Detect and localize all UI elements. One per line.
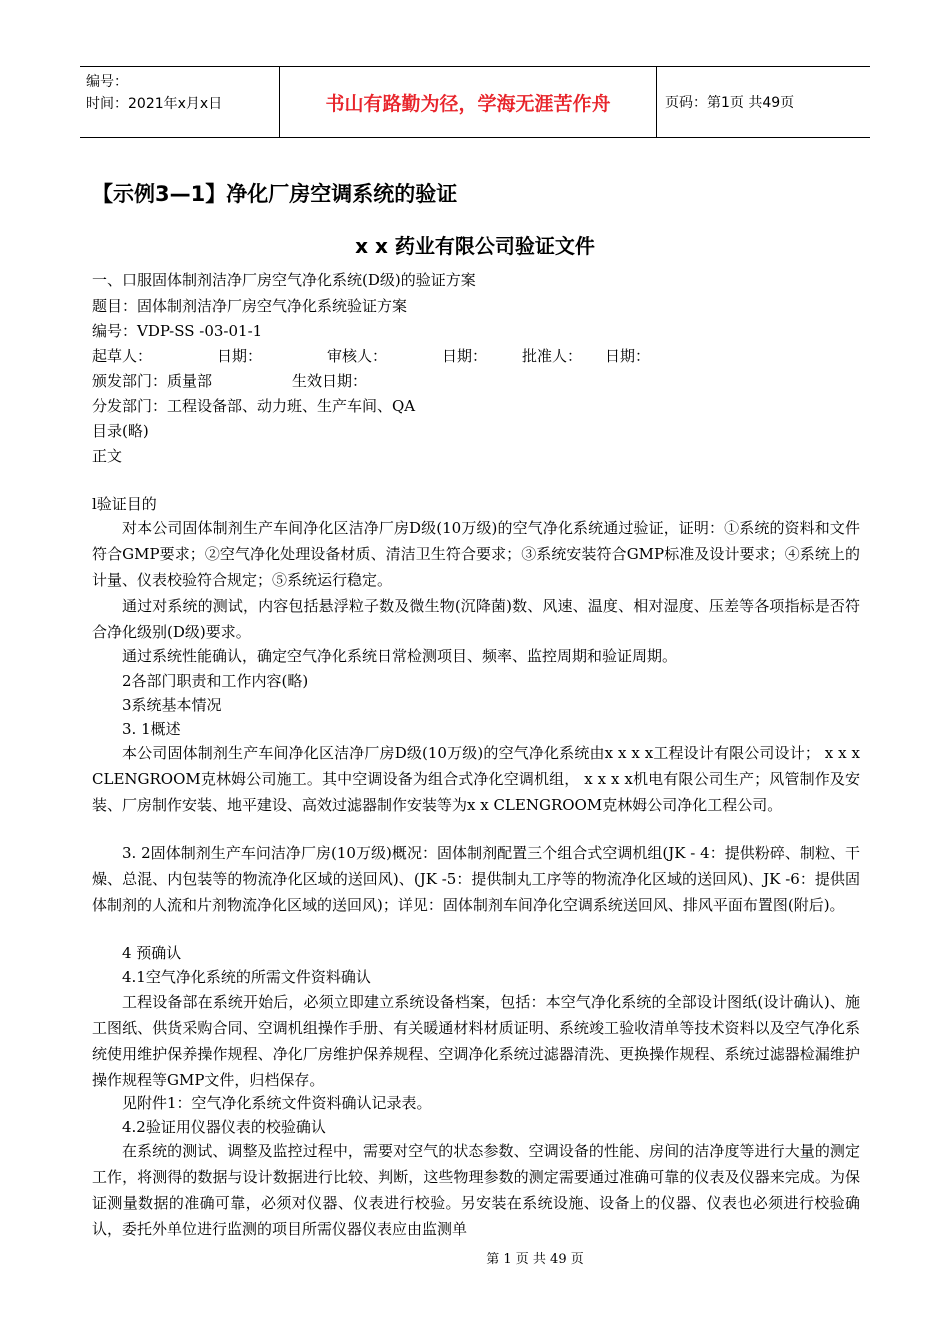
paragraph-overview: 本公司固体制剂生产车间净化区洁净厂房D级(10万级)的空气净化系统由x x x x工程设计有限公司设计； x x x CLENGROOM克林姆公司施工。其中空调设备为组合式净化空调机组， x x x x机电有限公司生产；风管制作及安装、厂房制作安装、地平建设、高效过滤器制作安装等为x x CLENGROOM克林姆公司净化工程公司。 <box>92 744 860 814</box>
date-label-1: 日期： <box>217 347 263 365</box>
toc-line: 目录(略) <box>92 422 149 440</box>
document-title: x x 药业有限公司验证文件 <box>355 234 595 258</box>
meta-line-3: 编号：VDP-SS -03-01-1 <box>92 322 263 340</box>
reviewer-label: 审核人： <box>327 347 388 365</box>
effective-date-label: 生效日期： <box>292 372 368 390</box>
section-4-title: 4 预确认 <box>122 944 182 962</box>
approver-label: 批准人： <box>522 347 583 365</box>
header-meta <box>80 67 280 137</box>
date-label-2: 日期： <box>442 347 488 365</box>
paragraph-purpose-3: 通过系统性能确认，确定空气净化系统日常检测项目、频率、监控周期和验证周期。 <box>122 647 678 665</box>
drafter-label: 起草人： <box>92 347 153 365</box>
issue-row <box>92 370 367 391</box>
example-title: 【示例3—1】净化厂房空调系统的验证 <box>92 182 458 206</box>
header-motto: 书山有路勤为径，学海无涯苦作舟 <box>280 67 657 137</box>
meta-line-1: 一、口服固体制剂洁净厂房空气净化系统(D级)的验证方案 <box>92 271 476 289</box>
section-1-title: l验证目的 <box>92 495 157 513</box>
header-page-info: 页码：第1页 共49页 <box>665 95 795 111</box>
paragraph-3-2: 3. 2固体制剂生产车问洁净厂房(10万级)概况：固体制剂配置三个组合式空调机组(JK - 4：提供粉碎、制粒、干燥、总混、内包装等的物流净化区域的送回风)、(JK -5：提供制丸工序等的物流净化区域的送回风)、JK -6：提供固体制剂的人流和片剂物流净化区域的送回风)；详见：固体制剂车间净化空调系统送回风、排风平面布置图(附后)。 <box>92 844 860 914</box>
section-4-1-title: 4.1空气净化系统的所需文件资料确认 <box>122 968 371 986</box>
body-label: 正文 <box>92 447 123 465</box>
header-time-label: 时间：2021年x月x日 <box>86 96 223 112</box>
section-3-title: 3系统基本情况 <box>122 696 222 714</box>
paragraph-purpose-1: 对本公司固体制剂生产车间净化区洁净厂房D级(10万级)的空气净化系统通过验证，证明：①系统的资料和文件符合GMP要求；②空气净化处理设备材质、清洁卫生符合要求；③系统安装符合GMP标准及设计要求；④系统上的计量、仪表校验符合规定；⑤系统运行稳定。 <box>92 519 860 589</box>
issue-dept: 颁发部门：质量部 <box>92 372 213 390</box>
meta-line-2: 题目：固体制剂洁净厂房空气净化系统验证方案 <box>92 297 408 315</box>
paragraph-purpose-2: 通过对系统的测试，内容包括悬浮粒子数及微生物(沉降菌)数、风速、温度、相对湿度、压差等各项指标是否符合净化级别(D级)要求。 <box>92 597 860 641</box>
date-label-3: 日期： <box>605 347 651 365</box>
page-header <box>80 66 870 138</box>
paragraph-calibration: 在系统的测试、调整及监控过程中，需要对空气的状态参数、空调设备的性能、房间的洁净度等进行大量的测定工作，将测得的数据与设计数据进行比较、判断，这些物理参数的测定需要通过准确可靠的仪表及仪器来完成。为保证测量数据的准确可靠，必须对仪器、仪表进行校验。另安装在系统设施、设备上的仪器、仪表也必须进行校验确认，委托外单位进行监测的项目所需仪器仪表应由监测单 <box>92 1142 860 1238</box>
section-3-1-title: 3. 1概述 <box>122 720 181 738</box>
section-2-title: 2各部门职责和工作内容(略) <box>122 672 309 690</box>
signature-row <box>92 345 650 366</box>
section-4-2-title: 4.2验证用仪器仪表的校验确认 <box>122 1118 326 1136</box>
distribution-line: 分发部门：工程设备部、动力班、生产车间、QA <box>92 397 416 415</box>
page-footer: 第 1 页 共 49 页 <box>486 1252 584 1267</box>
header-number-label: 编号： <box>86 74 128 90</box>
paragraph-documents: 工程设备部在系统开始后，必须立即建立系统设备档案，包括：本空气净化系统的全部设计图纸(设计确认)、施工图纸、供货采购合同、空调机组操作手册、有关暖通材料材质证明、系统竣工验收清单等技术资料以及空气净化系统使用维护保养操作规程、净化厂房维护保养规程、空调净化系统过滤器清洗、更换操作规程、系统过滤器检漏维护操作规程等GMP文件，归档保存。 <box>92 993 860 1089</box>
paragraph-appendix: 见附件1：空气净化系统文件资料确认记录表。 <box>122 1094 432 1112</box>
